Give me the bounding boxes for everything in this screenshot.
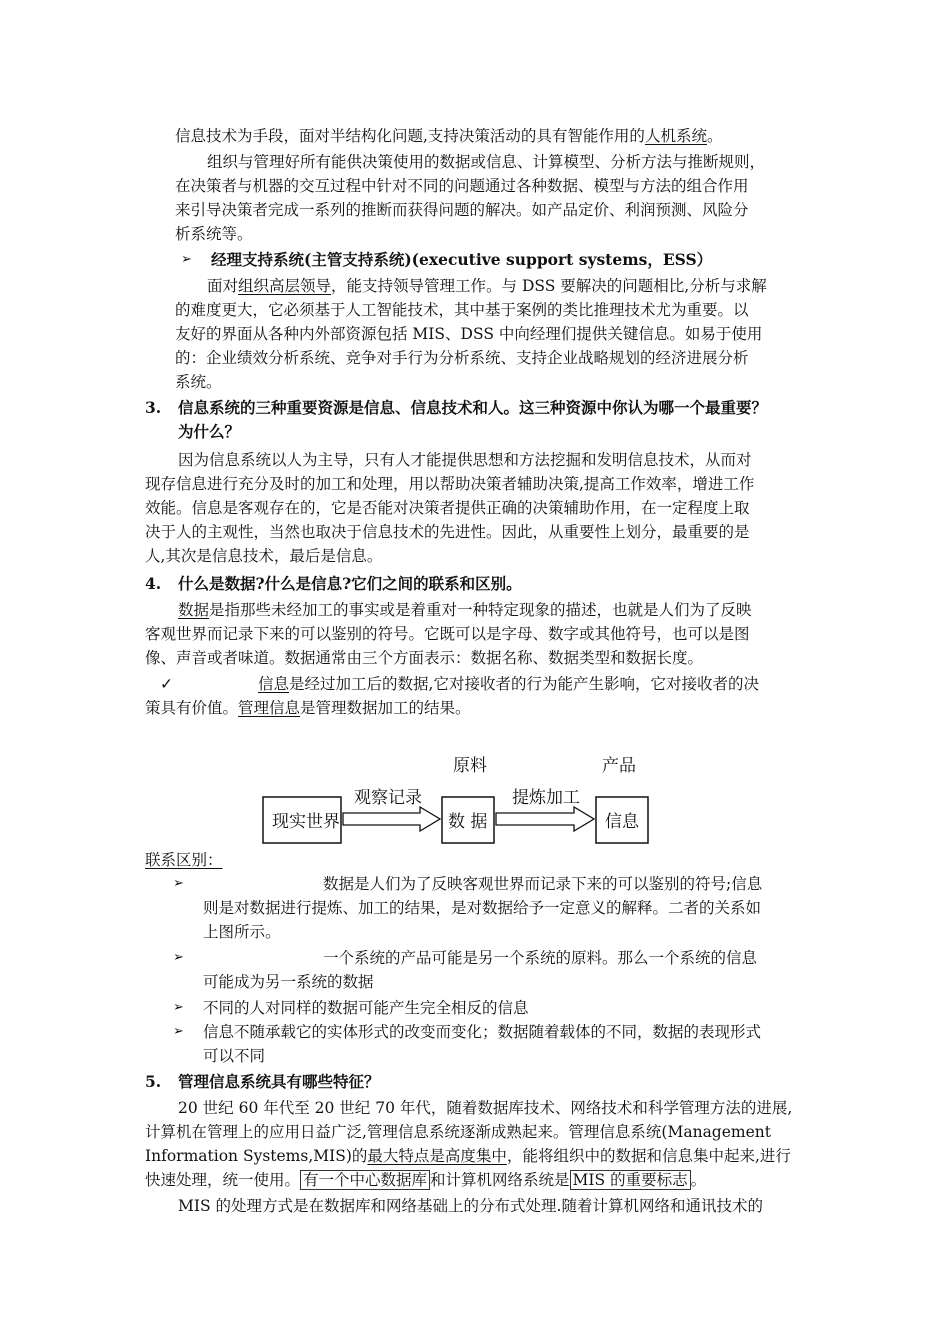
q5-line-3: Information Systems,MIS)的最大特点是高度集中，能将组织中的数据和信息集中起来,进行 [145, 1147, 791, 1165]
relation-4-line: 可以不同 [203, 1047, 266, 1065]
diagram-arrow-1 [343, 807, 440, 831]
relation-label: 联系区别： [145, 851, 223, 869]
dss-line-1: 信息技术为手段，面对半结构化问题,支持决策活动的具有智能作用的人机系统。 [175, 127, 723, 145]
q4-data-line-1: 数据是指那些未经加工的事实或是着重对一种特定现象的描述，也就是人们为了反映 [178, 601, 752, 619]
q3-answer-line: 效能。信息是客观存在的，它是否能对决策者提供正确的决策辅助作用，在一定程度上取 [145, 499, 750, 517]
q3-answer-line: 现存信息进行充分及时的加工和处理，用以帮助决策者辅助决策,提高工作效率，增进工作 [145, 475, 755, 493]
term-data: 数据 [178, 601, 210, 619]
relation-1-line: 数据是人们为了反映客观世界而记录下来的可以鉴别的符号;信息 [323, 875, 763, 893]
q5-title: 管理信息系统具有哪些特征？ [178, 1072, 380, 1091]
data-information-diagram [258, 745, 658, 855]
dss-para-line: 析系统等。 [175, 225, 253, 243]
q5-line-5: MIS 的处理方式是在数据库和网络基础上的分布式处理.随着计算机网络和通讯技术的 [178, 1197, 763, 1215]
diagram-arrow-2 [496, 807, 594, 831]
diagram-box-info-label: 信息 [605, 812, 639, 832]
term-information: 信息 [258, 675, 290, 693]
q4-info-line-2: 策具有价值。管理信息是管理数据加工的结果。 [145, 699, 471, 717]
ess-heading: 经理支持系统(主管支持系统)(executive support systems，ESS） [211, 250, 713, 269]
ess-line-1: 面对组织高层领导，能支持领导管理工作。与 DSS 要解决的问题相比,分析与求解 [207, 277, 767, 295]
q3-number: 3. [145, 398, 162, 417]
bullet-icon: ➢ [173, 950, 184, 965]
term-highly-centralized: 最大特点是高度集中 [367, 1147, 507, 1165]
dss-para-line: 组织与管理好所有能供决策使用的数据或信息、计算模型、分析方法与推断规则， [207, 153, 766, 171]
q5-line-1: 20 世纪 60 年代至 20 世纪 70 年代，随着数据库技术、网络技术和科学管理方法的进展, [178, 1099, 793, 1117]
dss-para-line: 在决策者与机器的交互过程中针对不同的问题通过各种数据、模型与方法的组合作用 [175, 177, 749, 195]
diagram-label-raw: 原料 [453, 756, 487, 776]
relation-1-line: 则是对数据进行提炼、加工的结果，是对数据给予一定意义的解释。二者的关系如 [203, 899, 762, 917]
term-human-machine-system: 人机系统 [644, 127, 707, 145]
bullet-icon: ➢ [173, 876, 184, 891]
term-management-information: 管理信息 [238, 699, 301, 717]
diagram-arrow2-label: 提炼加工 [512, 788, 580, 808]
relation-1-line: 上图所示。 [203, 923, 281, 941]
ess-bullet-icon: ➢ [181, 252, 192, 267]
term-senior-management: 组织高层领导 [238, 277, 332, 295]
q3-answer-line: 因为信息系统以人为主导，只有人才能提供思想和方法挖掘和发明信息技术，从而对 [178, 451, 752, 469]
q3-title-line-1: 信息系统的三种重要资源是信息、信息技术和人。这三种资源中你认为哪一个最重要？ [178, 398, 768, 417]
ess-line: 系统。 [175, 373, 222, 391]
q3-title-line-2: 为什么？ [178, 422, 241, 441]
bullet-icon: ➢ [173, 1000, 184, 1015]
check-icon: ✓ [160, 675, 173, 693]
dss-para-line: 来引导决策者完成一系列的推断而获得问题的解决。如产品定价、利润预测、风险分 [175, 201, 749, 219]
q5-line-4: 快速处理，统一使用。 有一个中心数据库 和计算机网络系统是 MIS 的重要标志 。 [145, 1171, 707, 1189]
boxed-central-database: 有一个中心数据库 [300, 1170, 430, 1190]
ess-line: 友好的界面从各种内外部资源包括 MIS、DSS 中向经理们提供关键信息。如易于使用 [175, 325, 763, 343]
ess-line: 的：企业绩效分析系统、竞争对手行为分析系统、支持企业战略规划的经济进展分析 [175, 349, 749, 367]
diagram-box-data-label: 数 据 [448, 812, 488, 832]
bullet-icon: ➢ [173, 1024, 184, 1039]
q5-line-2: 计算机在管理上的应用日益广泛,管理信息系统逐渐成熟起来。管理信息系统(Management [145, 1123, 771, 1141]
diagram-label-product: 产品 [602, 756, 636, 776]
q4-data-line: 像、声音或者味道。数据通常由三个方面表示：数据名称、数据类型和数据长度。 [145, 649, 704, 667]
relation-2-line: 一个系统的产品可能是另一个系统的原料。那么一个系统的信息 [323, 949, 758, 967]
diagram-arrow1-label: 观察记录 [354, 788, 422, 808]
q5-number: 5. [145, 1072, 162, 1091]
diagram-box-world-label: 现实世界 [272, 812, 340, 832]
q4-info-line-1: 信息是经过加工后的数据,它对接收者的行为能产生影响，它对接收者的决 [258, 675, 759, 693]
relation-4-line: 信息不随承载它的实体形式的改变而变化；数据随着载体的不同，数据的表现形式 [203, 1023, 762, 1041]
q3-answer-line: 人,其次是信息技术，最后是信息。 [145, 547, 383, 565]
q4-data-line: 客观世界而记录下来的可以鉴别的符号。它既可以是字母、数字或其他符号，也可以是图 [145, 625, 750, 643]
q4-title: 什么是数据?什么是信息?它们之间的联系和区别。 [178, 574, 522, 593]
ess-line: 的难度更大，它必须基于人工智能技术，其中基于案例的类比推理技术尤为重要。以 [175, 301, 749, 319]
relation-2-line: 可能成为另一系统的数据 [203, 973, 374, 991]
q4-number: 4. [145, 574, 162, 593]
boxed-mis-mark: MIS 的重要标志 [570, 1170, 691, 1190]
relation-3-line: 不同的人对同样的数据可能产生完全相反的信息 [203, 999, 529, 1017]
q3-answer-line: 决于人的主观性，当然也取决于信息技术的先进性。因此，从重要性上划分，最重要的是 [145, 523, 750, 541]
